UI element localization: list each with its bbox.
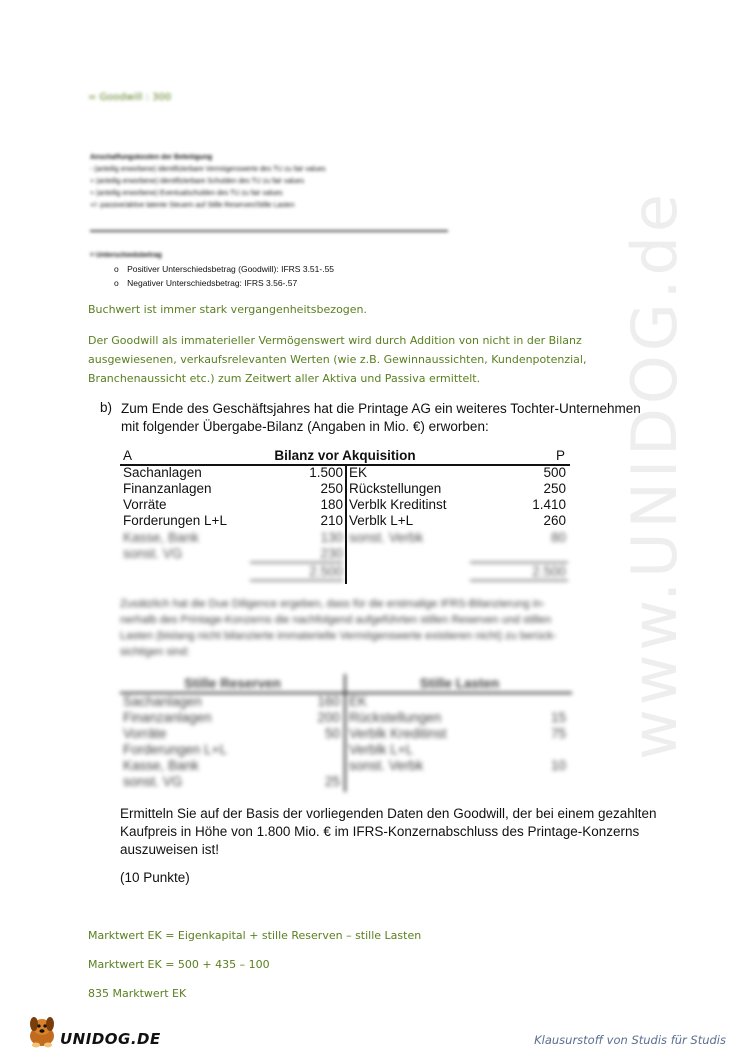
balance-right-label: Verblk L+L bbox=[349, 513, 414, 528]
task-line: Zum Ende des Geschäftsjahres hat die Printage AG ein weiteres Tochter-Unternehmen bbox=[121, 401, 641, 416]
book-value-note: Buchwert ist immer stark vergangenheitsbezogen. bbox=[88, 303, 368, 316]
total-rule bbox=[250, 580, 343, 581]
balance-left-label: sonst. VG bbox=[123, 546, 183, 561]
balance-right-value: 80 bbox=[550, 530, 566, 545]
block-divider bbox=[90, 230, 448, 232]
due-diligence-paragraph bbox=[120, 596, 640, 660]
explanation-line: Der Goodwill als immaterieller Vermögenswert wird durch Addition von nicht in der Bilanz bbox=[88, 334, 582, 347]
balance-blurred-rows bbox=[120, 528, 570, 586]
answer-line: Marktwert EK = Eigenkapital + stille Reserven – stille Lasten bbox=[88, 929, 422, 942]
question-line: auszuweisen ist! bbox=[120, 842, 220, 857]
reserves-left-label: Finanzanlagen bbox=[123, 710, 212, 725]
balance-sheet bbox=[120, 446, 570, 586]
footer-logo bbox=[22, 1012, 182, 1052]
explanation-line: ausgewiesenen, verkaufsrelevanten Werten (wie z.B. Gewinnaussichten, Kundenpotenzial, bbox=[88, 353, 587, 366]
question-line: Ermitteln Sie auf der Basis der vorliegenden Daten den Goodwill, der bei einem gezahlten bbox=[120, 806, 657, 821]
balance-right-label: Rückstellungen bbox=[349, 481, 442, 496]
reserves-left-label: Sachanlagen bbox=[123, 694, 202, 709]
reserves-left-label: sonst. VG bbox=[123, 774, 183, 789]
balance-col-p: P bbox=[555, 448, 565, 463]
paragraph-line: Zusätzlich hat die Due Diligence ergeben, dass für die erstmalige IFRS-Bilanzierung in- bbox=[120, 598, 545, 610]
balance-left-label: Forderungen L+L bbox=[123, 513, 227, 528]
balance-title: Bilanz vor Akquisition bbox=[274, 448, 416, 463]
reserves-left-label: Vorräte bbox=[123, 726, 167, 741]
balance-left-value: 180 bbox=[320, 497, 343, 512]
task-line: mit folgender Übergabe-Bilanz (Angaben in Mio. €) erworben: bbox=[121, 419, 489, 434]
bullet-icon: o bbox=[114, 264, 119, 274]
balance-right-label: Verblk Kreditinst bbox=[349, 497, 447, 512]
block1-line: + (anteilig erworbene) Eventualschulden des TU zu fair values bbox=[90, 190, 283, 197]
reserves-right-value: 10 bbox=[550, 758, 566, 773]
balance-left-label: Kasse, Bank bbox=[123, 530, 199, 545]
paragraph-line: Lasten (bislang nicht bilanzierte immaterielle Vermögenswerte existieren nicht) zu berück- bbox=[120, 630, 557, 642]
total-rule bbox=[470, 580, 568, 581]
reserves-right-value: 15 bbox=[550, 710, 566, 725]
balance-right-value: 500 bbox=[543, 465, 566, 480]
explanation-line: Branchenaussicht etc.) zum Zeitwert aller Aktiva und Passiva ermittelt. bbox=[88, 372, 481, 385]
balance-right-value: 250 bbox=[543, 481, 566, 496]
block1-line: +/- passive/aktive latente Steuern auf Stille Reserven/Stille Lasten bbox=[90, 202, 295, 209]
task-label: b) bbox=[100, 400, 113, 415]
balance-right-label: EK bbox=[349, 465, 368, 480]
reserves-left-label: Kasse, Bank bbox=[123, 758, 199, 773]
paragraph-line: sichtigen sind: bbox=[120, 646, 190, 658]
balance-total-left: 2.500 bbox=[309, 564, 343, 579]
question-line: Kaufpreis in Höhe von 1.800 Mio. € im IFRS-Konzernabschluss des Printage-Konzerns bbox=[120, 824, 640, 839]
balance-left-value: 230 bbox=[320, 546, 343, 561]
difference-block bbox=[90, 250, 490, 290]
reserves-right-label: Verblk Kreditinst bbox=[349, 726, 447, 741]
balance-left-value: 1.500 bbox=[309, 465, 343, 480]
question-text bbox=[120, 805, 660, 859]
block1-line: - (anteilig erworbene) identifizierbare Vermögenswerte des TU zu fair values bbox=[90, 166, 326, 173]
paragraph-line: nerhalb des Printage-Konzerns die nachfolgend aufgeführten stillen Reserven und stillen bbox=[120, 614, 552, 626]
balance-right-value: 1.410 bbox=[532, 497, 566, 512]
watermark-text: www.UNIDOG.de bbox=[618, 190, 691, 760]
reserves-table bbox=[120, 674, 572, 792]
reserves-right-label: Verblk L+L bbox=[349, 742, 414, 757]
balance-left-value: 210 bbox=[320, 513, 343, 528]
balance-left-value: 130 bbox=[320, 530, 343, 545]
goodwill-explanation bbox=[88, 331, 648, 388]
block2-item: o Negativer Unterschiedsbetrag: IFRS 3.56-.57 bbox=[114, 278, 298, 288]
block2-heading: = Unterschiedsbetrag bbox=[90, 252, 162, 259]
total-rule bbox=[250, 562, 343, 563]
reserves-left-value: 200 bbox=[317, 710, 340, 725]
block1-heading: Anschaffungskosten der Beteiligung bbox=[90, 154, 213, 161]
points-label: (10 Punkte) bbox=[120, 870, 190, 885]
liabilities-header: Stille Lasten bbox=[419, 676, 500, 691]
logo-text: UNIDOG.DE bbox=[60, 1030, 161, 1048]
bullet-icon: o bbox=[114, 278, 119, 288]
dog-logo-icon bbox=[22, 1012, 62, 1052]
reserves-header: Stille Reserven bbox=[184, 676, 281, 691]
balance-total-right: 2.500 bbox=[532, 564, 566, 579]
block2-item: o Positiver Unterschiedsbetrag (Goodwill): IFRS 3.51-.55 bbox=[114, 264, 335, 274]
reserves-right-value: 75 bbox=[550, 726, 566, 741]
answer-line: 835 Marktwert EK bbox=[88, 987, 187, 1000]
reserves-right-label: Rückstellungen bbox=[349, 710, 442, 725]
balance-left-label: Vorräte bbox=[123, 497, 167, 512]
balance-right-label: sonst. Verbk bbox=[349, 530, 424, 545]
balance-left-label: Finanzanlagen bbox=[123, 481, 212, 496]
reserves-right-label: sonst. Verbk bbox=[349, 758, 424, 773]
reserves-left-value: 160 bbox=[317, 694, 340, 709]
reserves-left-value: 50 bbox=[324, 726, 340, 741]
goodwill-heading: = Goodwill : 300 bbox=[88, 92, 172, 103]
reserves-left-value: 25 bbox=[324, 774, 340, 789]
balance-col-a: A bbox=[123, 448, 133, 463]
acquisition-cost-block bbox=[90, 152, 460, 212]
answer-line: Marktwert EK = 500 + 435 – 100 bbox=[88, 958, 270, 971]
reserves-divider bbox=[344, 674, 346, 792]
balance-right-value: 260 bbox=[543, 513, 566, 528]
block1-line: + (anteilig erworbene) identifizierbare Schulden des TU zu fair values bbox=[90, 178, 305, 185]
task-text bbox=[121, 400, 661, 436]
footer-tagline: Klausurstoff von Studis für Studis bbox=[534, 1033, 726, 1047]
balance-left-label: Sachanlagen bbox=[123, 465, 202, 480]
total-rule bbox=[470, 562, 568, 563]
reserves-right-label: EK bbox=[349, 694, 368, 709]
balance-left-value: 250 bbox=[320, 481, 343, 496]
reserves-left-label: Forderungen L+L bbox=[123, 742, 227, 757]
